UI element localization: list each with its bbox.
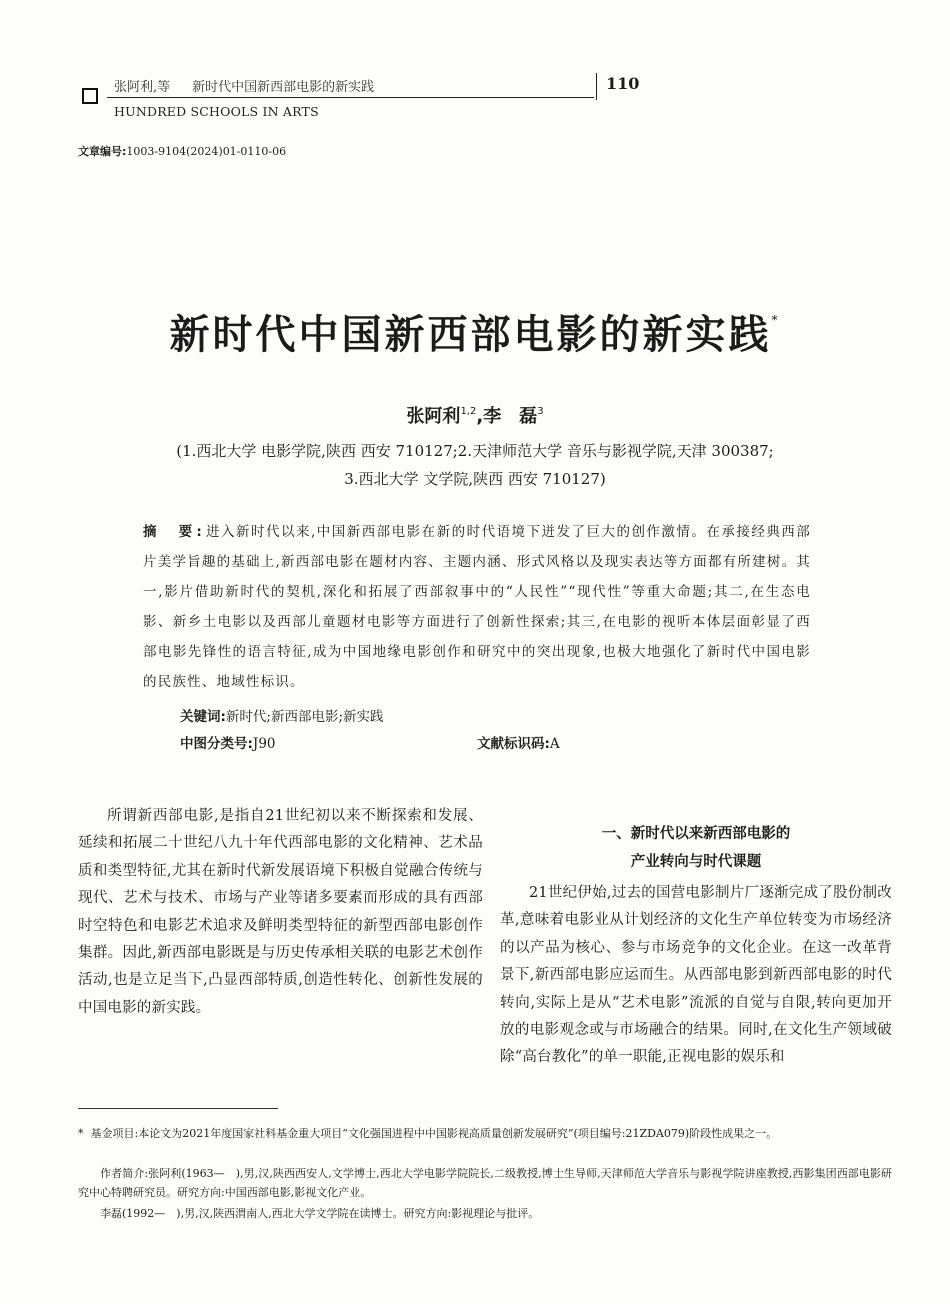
footnote-fund-mark: *: [78, 1127, 84, 1140]
footnote-author-intro-2-text: 李磊(1992— ),男,汉,陕西渭南人,西北大学文学院在读博士。研究方向:影视理论与批评。: [100, 1207, 540, 1220]
journal-name: HUNDRED SCHOOLS IN ARTS: [114, 104, 319, 119]
body-left-paragraph: 所谓新西部电影,是指自21世纪初以来不断探索和发展、延续和拓展二十世纪八九十年代西部电影的文化精神、艺术品质和类型特征,尤其在新时代新发展语境下积极自觉融合传统与现代、艺术与技术、市场与产业等诸多要素而形成的具有西部时空特色和电影艺术追求及鲜明类型特征的新型西部电影创作集群。因此,新西部电影既是与历史传承相关联的电影艺术创作活动,也是立足当下,凸显西部特质,创造性转化、创新性发展的中国电影的新实践。: [78, 808, 483, 1016]
document-code: [477, 732, 560, 752]
affiliation-line-1: (1.西北大学 电影学院,陕西 西安 710127;2.天津师范大学 音乐与影视学院,天津 300387;: [176, 442, 774, 460]
header-rule: [107, 97, 594, 98]
footnote-fund: [78, 1124, 892, 1143]
footnote-author-intro-2: [78, 1204, 892, 1223]
classification: [180, 732, 276, 752]
keywords: [180, 705, 384, 725]
header-divider: [596, 73, 597, 100]
footnote-author-intro-text: 作者简介:张阿利(1963— ),男,汉,陕西西安人,文学博士,西北大学电影学院院长,二级教授,博士生导师,天津师范大学音乐与影视学院讲座教授,西影集团西部电影研究中心特聘研究员。研究方向:中国西部电影,影视文化产业。: [78, 1167, 892, 1199]
classification-value: J90: [252, 736, 276, 752]
article-number-label: 文章编号:: [78, 145, 127, 158]
abstract-text: 进入新时代以来,中国新西部电影在新的时代语境下迸发了巨大的创作激情。在承接经典西部片美学旨趣的基础上,新西部电影在题材内容、主题内涵、形式风格以及现实表达等方面都有所建树。其一,影片借助新时代的契机,深化和拓展了西部叙事中的“人民性”“现代性”等重大命题;其二,在生态电影、新乡土电影以及西部儿童题材电影等方面进行了创新性探索;其三,在电影的视听本体层面彰显了西部电影先锋性的语言特征,成为中国地缘电影创作和研究中的突出现象,也极大地强化了新时代中国电影的民族性、地域性标识。: [143, 524, 811, 690]
article-number: [78, 143, 286, 159]
author-1-affil: 1,2: [460, 406, 477, 417]
author-2: 李 磊: [483, 406, 538, 427]
abstract: [143, 517, 811, 697]
header-box-mark: [82, 88, 98, 104]
footnote-rule: [78, 1108, 278, 1109]
author-line: [0, 402, 950, 428]
body-right-paragraph: 21世纪伊始,过去的国营电影制片厂逐渐完成了股份制改革,意味着电影业从计划经济的文化生产单位转变为市场经济的以产品为核心、参与市场竞争的文化企业。在这一改革背景下,新西部电影应运而生。从西部电影到新西部电影的时代转向,实际上是从“艺术电影”流派的自觉与自限,转向更加开放的电影观念或与市场融合的结果。同时,在文化生产领域破除“高台教化”的单一职能,正视电影的娱乐和: [500, 885, 892, 1066]
article-number-value: 1003-9104(2024)01-0110-06: [126, 145, 287, 158]
affiliation-line-2: 3.西北大学 文学院,陕西 西安 710127): [344, 470, 606, 488]
abstract-label: 摘 要:: [143, 524, 206, 540]
keywords-label: 关键词:: [180, 709, 226, 725]
running-header-authors: 张阿利,等: [114, 80, 171, 95]
document-code-label: 文献标识码:: [477, 736, 550, 752]
keywords-text: 新时代;新西部电影;新实践: [225, 709, 384, 725]
section-heading-line-1: 一、新时代以来新西部电影的: [601, 826, 791, 842]
running-header-title: 新时代中国新西部电影的新实践: [192, 80, 375, 95]
title-footnote-mark: *: [771, 313, 781, 327]
classification-label: 中图分类号:: [180, 736, 253, 752]
article-title-text: 新时代中国新西部电影的新实践: [169, 311, 772, 358]
author-separator: ,: [476, 406, 484, 427]
footnote-author-intro: [78, 1164, 892, 1202]
section-heading-line-2: 产业转向与时代课题: [630, 854, 762, 870]
page-number: 110: [606, 74, 640, 93]
author-1: 张阿利: [406, 406, 461, 427]
document-code-value: A: [549, 736, 560, 752]
author-2-affil: 3: [537, 406, 544, 417]
footnote-fund-text: 基金项目:本论文为2021年度国家社科基金重大项目“文化强国进程中中国影视高质量创新发展研究”(项目编号:21ZDA079)阶段性成果之一。: [90, 1127, 778, 1140]
article-title: [0, 303, 950, 360]
running-header: [114, 76, 374, 95]
